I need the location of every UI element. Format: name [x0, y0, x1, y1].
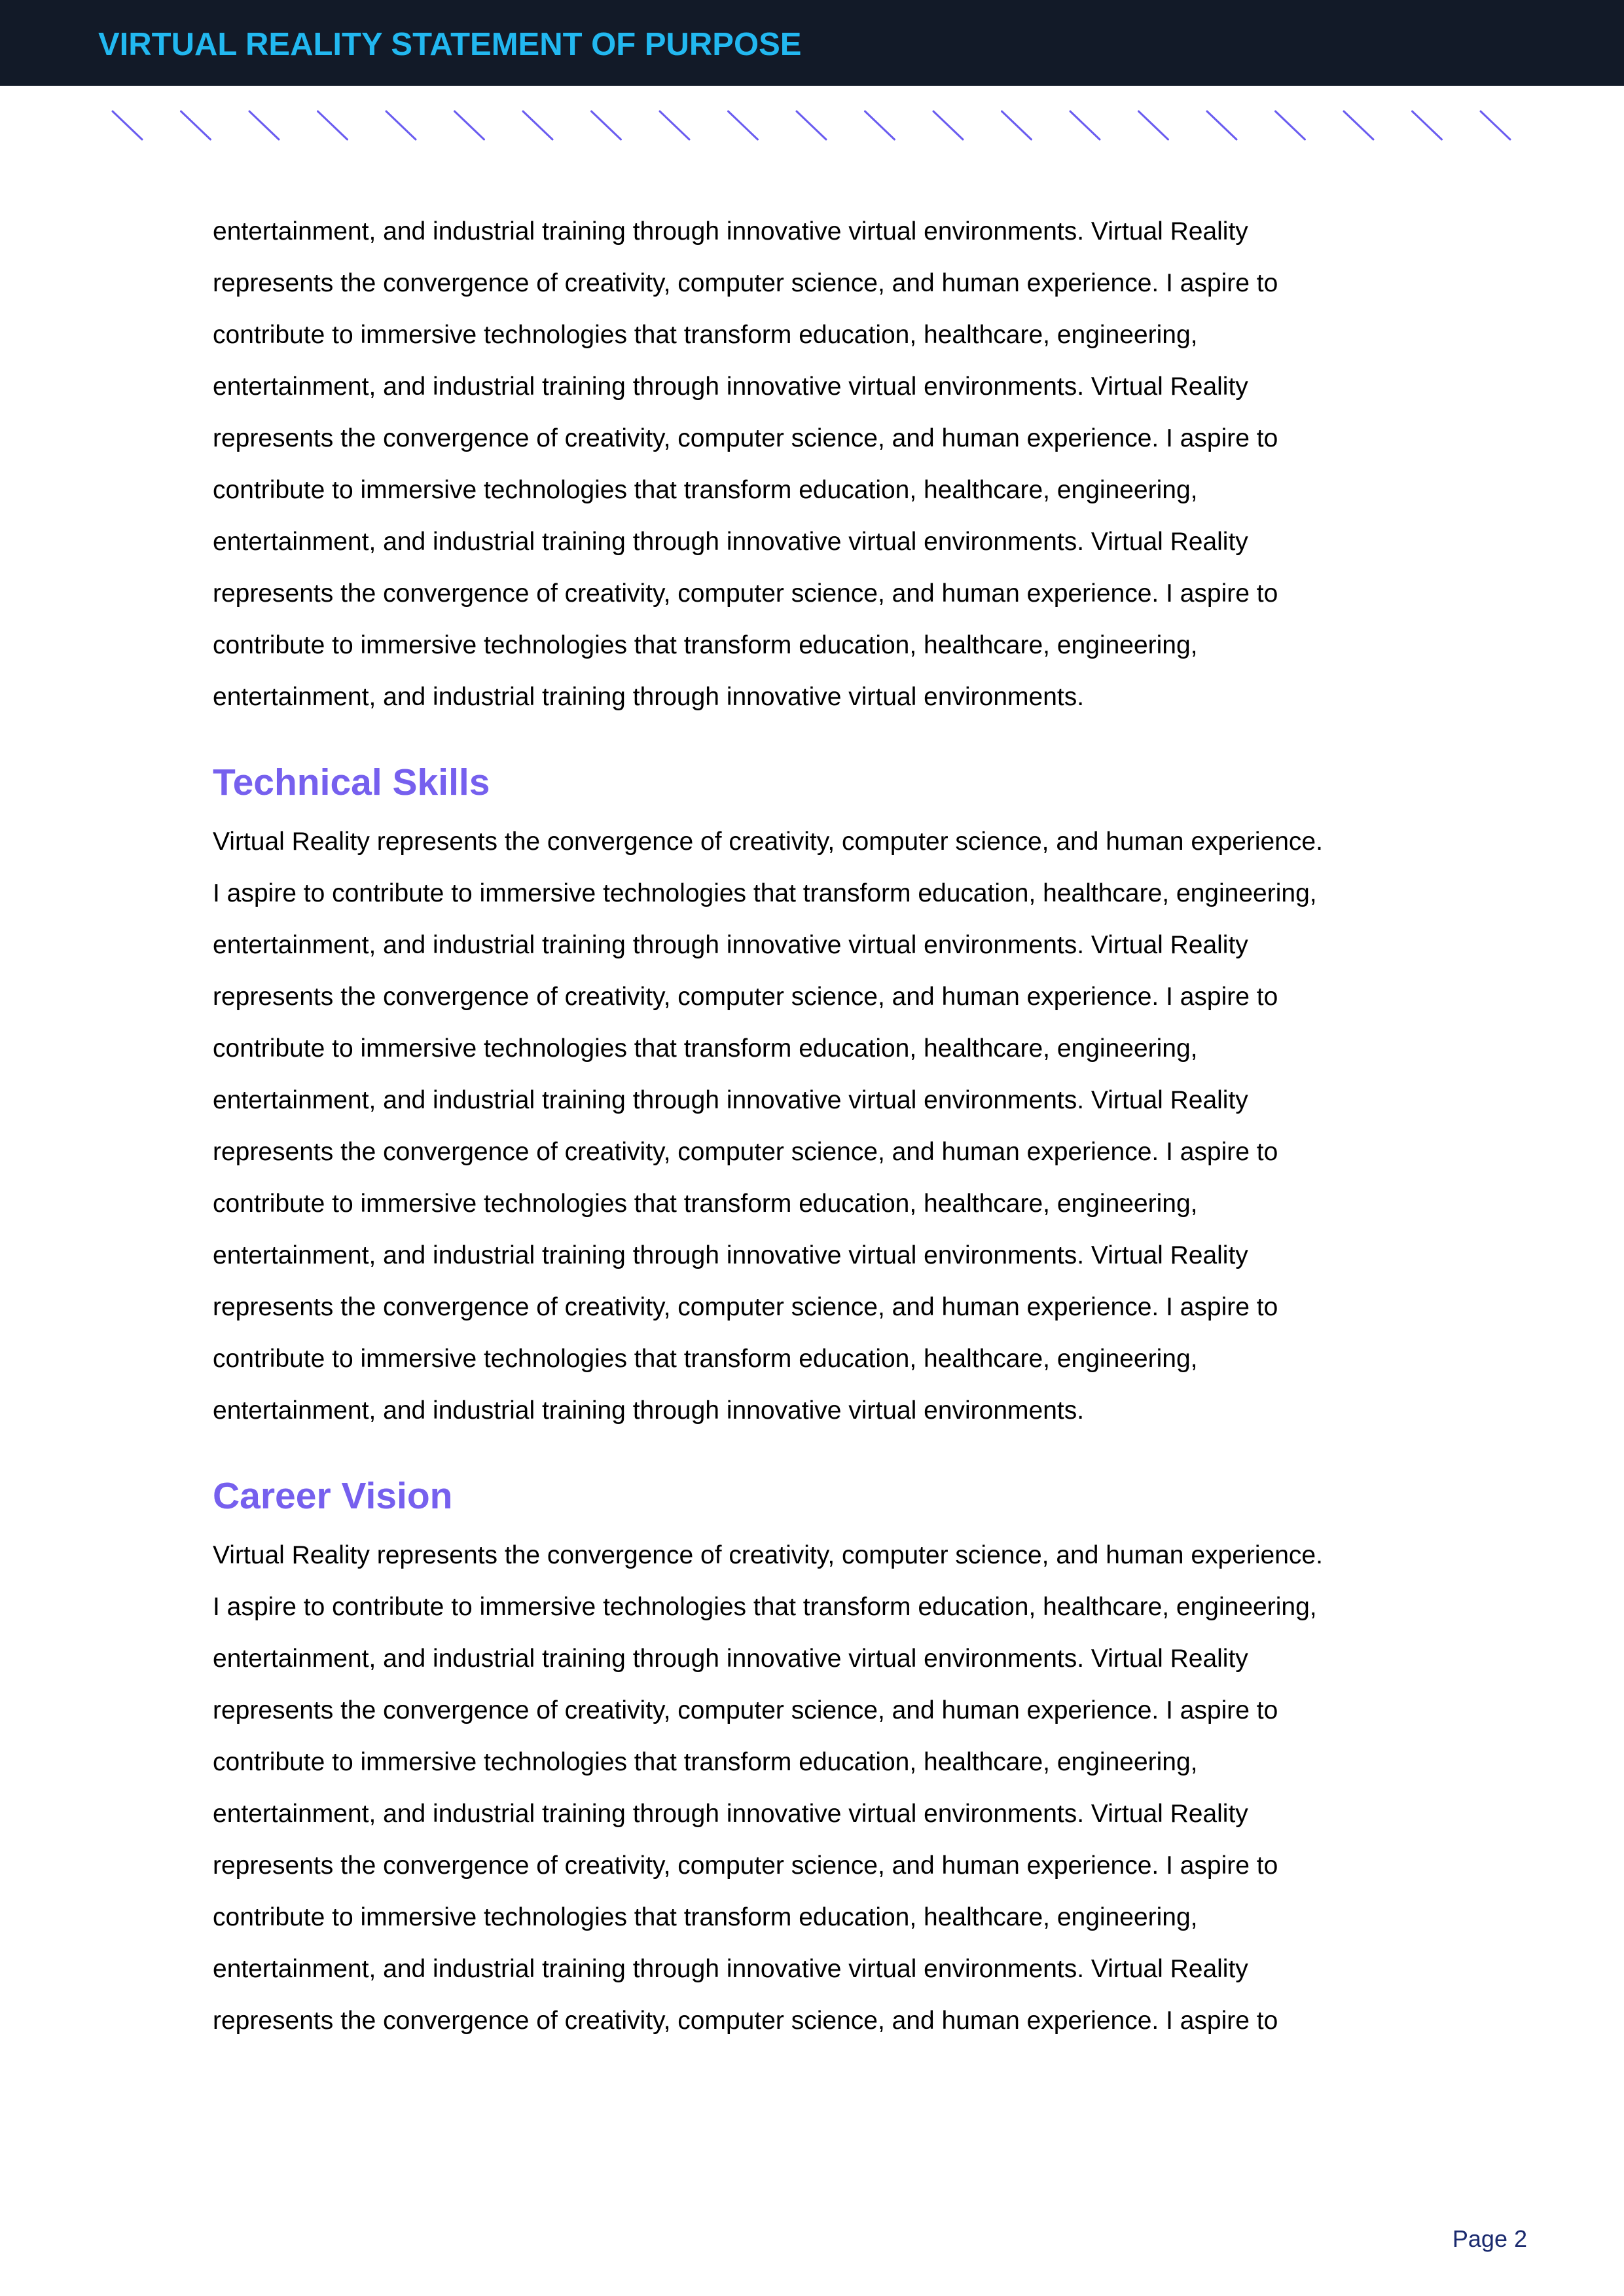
decorative-slash [1276, 111, 1305, 139]
page-number: Page 2 [1452, 2225, 1527, 2252]
decorative-slash [181, 111, 211, 139]
paragraph-line: entertainment, and industrial training through innovative virtual environments. [213, 683, 1085, 711]
paragraph-line: contribute to immersive technologies that transform education, healthcare, engineering, [213, 1748, 1198, 1776]
decorative-slash [1344, 111, 1373, 139]
decorative-slash-pattern [0, 98, 1624, 151]
spacer [213, 1436, 1437, 1473]
paragraph-line: I aspire to contribute to immersive technologies that transform education, healthcare, engineering, [213, 879, 1317, 907]
decorative-slash [933, 111, 963, 139]
decorative-slash [386, 111, 416, 139]
intro-paragraph [213, 206, 1437, 723]
paragraph-line: represents the convergence of creativity, computer science, and human experience. I aspire to [213, 1138, 1278, 1166]
decorative-slash [113, 111, 142, 139]
decorative-slash [249, 111, 279, 139]
paragraph-line: contribute to immersive technologies that transform education, healthcare, engineering, [213, 1903, 1198, 1931]
decorative-slash [1139, 111, 1168, 139]
paragraph-line: represents the convergence of creativity, computer science, and human experience. I aspire to [213, 269, 1278, 297]
paragraph-line: I aspire to contribute to immersive technologies that transform education, healthcare, engineering, [213, 1593, 1317, 1621]
technical-skills-paragraph [213, 816, 1437, 1436]
page-title: VIRTUAL REALITY STATEMENT OF PURPOSE [98, 27, 802, 62]
paragraph-line: contribute to immersive technologies that transform education, healthcare, engineering, [213, 321, 1198, 349]
paragraph-line: represents the convergence of creativity, computer science, and human experience. I aspire to [213, 1293, 1278, 1321]
decorative-slash [865, 111, 895, 139]
decorative-slash [1002, 111, 1032, 139]
paragraph-line: represents the convergence of creativity, computer science, and human experience. I aspire to [213, 424, 1278, 452]
decorative-slash [523, 111, 552, 139]
decorative-slash [1070, 111, 1100, 139]
decorative-slash [318, 111, 348, 139]
spacer [213, 1519, 1437, 1529]
paragraph-line: entertainment, and industrial training through innovative virtual environments. Virtual Reality [213, 931, 1248, 959]
paragraph-line: entertainment, and industrial training through innovative virtual environments. Virtual Reality [213, 1241, 1248, 1269]
paragraph-line: represents the convergence of creativity, computer science, and human experience. I aspire to [213, 1851, 1278, 1880]
decorative-slash [592, 111, 621, 139]
section-heading-career-vision: Career Vision [213, 1475, 453, 1517]
paragraph-line: contribute to immersive technologies that transform education, healthcare, engineering, [213, 476, 1198, 504]
document-body [213, 206, 1437, 2047]
paragraph-line: entertainment, and industrial training through innovative virtual environments. Virtual Reality [213, 1645, 1248, 1673]
spacer [213, 805, 1437, 816]
paragraph-line: entertainment, and industrial training through innovative virtual environments. Virtual Reality [213, 1086, 1248, 1114]
paragraph-line: Virtual Reality represents the convergence of creativity, computer science, and human experience. [213, 1541, 1323, 1569]
paragraph-line: Virtual Reality represents the convergence of creativity, computer science, and human experience. [213, 828, 1323, 856]
paragraph-line: represents the convergence of creativity, computer science, and human experience. I aspire to [213, 2007, 1278, 2035]
paragraph-line: entertainment, and industrial training through innovative virtual environments. Virtual Reality [213, 217, 1248, 246]
decorative-slash [1413, 111, 1442, 139]
paragraph-line: entertainment, and industrial training through innovative virtual environments. Virtual Reality [213, 1955, 1248, 1983]
paragraph-line: entertainment, and industrial training through innovative virtual environments. Virtual Reality [213, 373, 1248, 401]
decorative-slash [455, 111, 484, 139]
section-heading-technical-skills: Technical Skills [213, 761, 490, 803]
paragraph-line: entertainment, and industrial training through innovative virtual environments. Virtual Reality [213, 528, 1248, 556]
paragraph-line: entertainment, and industrial training through innovative virtual environments. [213, 1396, 1085, 1425]
decorative-slash [1481, 111, 1510, 139]
paragraph-line: represents the convergence of creativity, computer science, and human experience. I aspire to [213, 983, 1278, 1011]
paragraph-line: entertainment, and industrial training through innovative virtual environments. Virtual Reality [213, 1800, 1248, 1828]
paragraph-line: contribute to immersive technologies that transform education, healthcare, engineering, [213, 1345, 1198, 1373]
career-vision-paragraph [213, 1529, 1437, 2047]
decorative-slash [660, 111, 689, 139]
decorative-slash [1207, 111, 1236, 139]
paragraph-line: represents the convergence of creativity, computer science, and human experience. I aspire to [213, 579, 1278, 608]
decorative-slash [729, 111, 758, 139]
spacer [213, 723, 1437, 759]
paragraph-line: contribute to immersive technologies that transform education, healthcare, engineering, [213, 1190, 1198, 1218]
paragraph-line: represents the convergence of creativity, computer science, and human experience. I aspire to [213, 1696, 1278, 1724]
decorative-slash [797, 111, 826, 139]
header-bar [0, 0, 1624, 86]
paragraph-line: contribute to immersive technologies that transform education, healthcare, engineering, [213, 1034, 1198, 1063]
paragraph-line: contribute to immersive technologies that transform education, healthcare, engineering, [213, 631, 1198, 659]
